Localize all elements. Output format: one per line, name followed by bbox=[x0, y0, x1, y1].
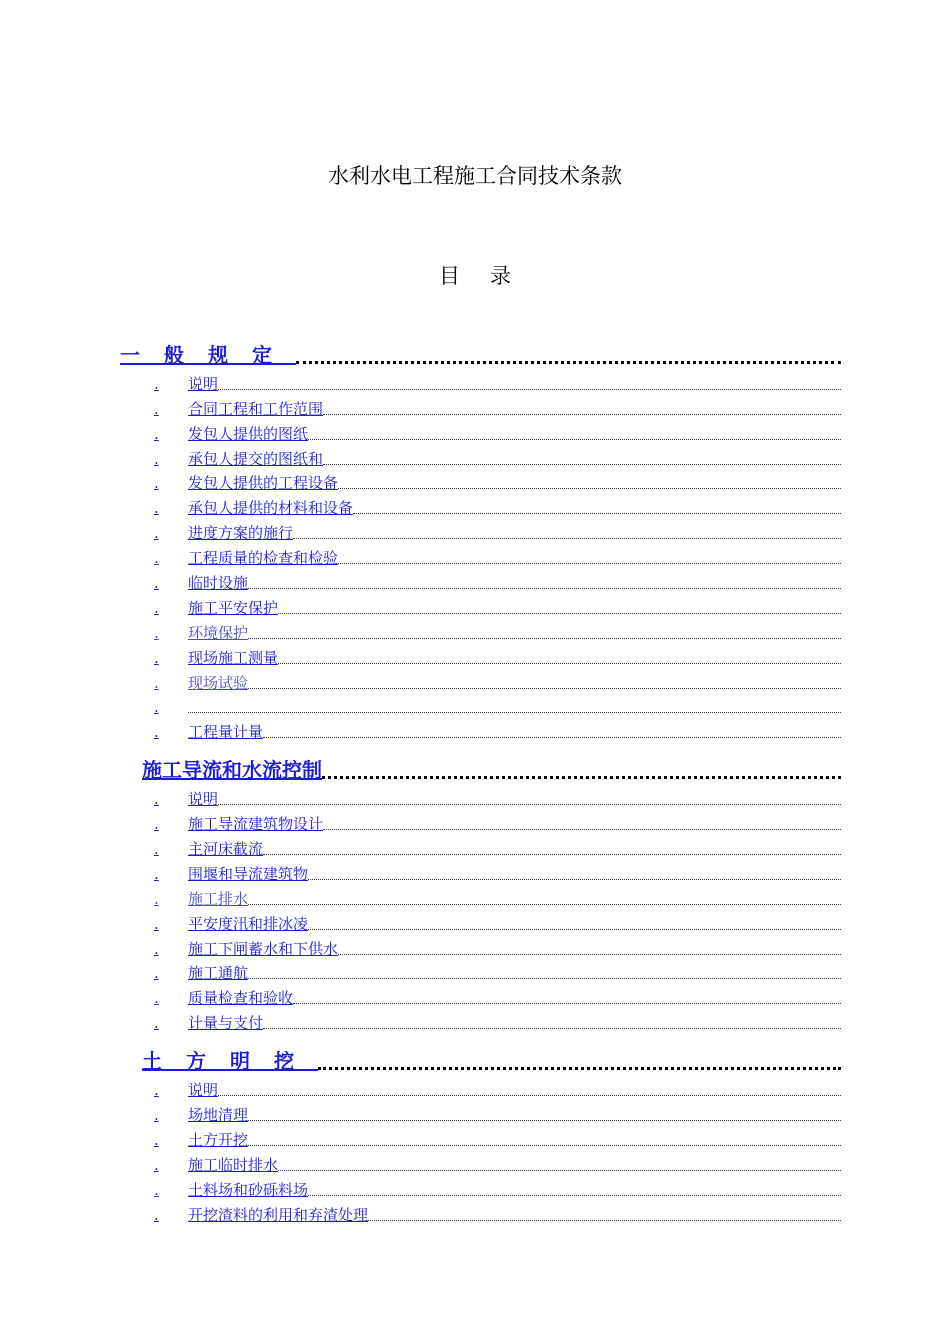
section-number: . bbox=[154, 815, 159, 834]
dot-leader bbox=[263, 1027, 841, 1029]
toc-section-link[interactable] bbox=[120, 644, 841, 669]
dot-leader bbox=[278, 662, 841, 664]
dot-leader bbox=[188, 711, 841, 713]
section-number: . bbox=[154, 598, 159, 617]
section-label: 工程质量的检查和检验 bbox=[188, 549, 339, 568]
section-label: 土方开挖 bbox=[188, 1130, 249, 1149]
toc-section-link[interactable] bbox=[120, 1076, 841, 1101]
toc-section-link[interactable] bbox=[120, 494, 841, 519]
dot-leader bbox=[278, 612, 841, 614]
dot-leader bbox=[263, 853, 841, 855]
dot-leader bbox=[323, 413, 841, 415]
section-label: 环境保护 bbox=[188, 623, 249, 642]
section-number: . bbox=[154, 840, 159, 859]
section-number: . bbox=[154, 1205, 159, 1224]
dot-leader bbox=[308, 928, 841, 930]
section-number: . bbox=[154, 524, 159, 543]
toc-section-link[interactable] bbox=[120, 860, 841, 885]
toc-section-link[interactable] bbox=[120, 984, 841, 1009]
section-number: . bbox=[154, 1130, 159, 1149]
toc-section-link[interactable] bbox=[120, 619, 841, 644]
toc-chapter-link[interactable] bbox=[120, 1040, 841, 1076]
dot-leader bbox=[323, 463, 841, 465]
table-of-contents bbox=[120, 334, 841, 1226]
toc-chapter-link[interactable] bbox=[120, 334, 841, 370]
section-number: . bbox=[154, 424, 159, 443]
section-number: . bbox=[154, 723, 159, 742]
section-number: . bbox=[154, 549, 159, 568]
section-label: 场地清理 bbox=[188, 1106, 249, 1125]
toc-section-link[interactable] bbox=[120, 669, 841, 694]
dot-leader bbox=[338, 953, 841, 955]
dot-leader bbox=[218, 1094, 841, 1096]
toc-section-link[interactable] bbox=[120, 718, 841, 743]
section-number: . bbox=[154, 1106, 159, 1125]
section-number: . bbox=[154, 574, 159, 593]
dot-leader bbox=[263, 736, 841, 738]
section-label: 主河床截流 bbox=[188, 840, 264, 859]
toc-section-link[interactable] bbox=[120, 445, 841, 470]
section-label: 说明 bbox=[188, 790, 219, 809]
section-number: . bbox=[154, 790, 159, 809]
section-number: . bbox=[154, 648, 159, 667]
section-number: . bbox=[154, 449, 159, 468]
dot-leader bbox=[318, 1066, 841, 1070]
section-label: 临时设施 bbox=[188, 574, 249, 593]
chapter-label: 土方明挖 bbox=[142, 1049, 318, 1074]
toc-section-link[interactable] bbox=[120, 694, 841, 719]
dot-leader bbox=[218, 388, 841, 390]
dot-leader bbox=[293, 537, 841, 539]
section-label: 质量检查和验收 bbox=[188, 989, 294, 1008]
toc-section-link[interactable] bbox=[120, 960, 841, 985]
section-label: 现场试验 bbox=[188, 673, 249, 692]
section-number: . bbox=[154, 673, 159, 692]
section-number: . bbox=[154, 374, 159, 393]
toc-section-link[interactable] bbox=[120, 470, 841, 495]
document-title: 水利水电工程施工合同技术条款 bbox=[328, 164, 622, 188]
toc-section-link[interactable] bbox=[120, 1009, 841, 1034]
section-label: 承包人提供的材料和设备 bbox=[188, 499, 354, 518]
section-label: 说明 bbox=[188, 374, 219, 393]
dot-leader bbox=[248, 687, 841, 689]
toc-section-link[interactable] bbox=[120, 370, 841, 395]
section-number: . bbox=[154, 399, 159, 418]
dot-leader bbox=[293, 1002, 841, 1004]
dot-leader bbox=[248, 903, 841, 905]
section-label: 承包人提交的图纸和 bbox=[188, 449, 324, 468]
section-label: 土料场和砂砾料场 bbox=[188, 1180, 309, 1199]
dot-leader bbox=[278, 1169, 841, 1171]
toc-section-link[interactable] bbox=[120, 910, 841, 935]
dot-leader bbox=[338, 562, 841, 564]
dot-leader bbox=[323, 828, 841, 830]
dot-leader bbox=[308, 1194, 841, 1196]
section-number: . bbox=[154, 1155, 159, 1174]
section-label: 发包人提供的图纸 bbox=[188, 424, 309, 443]
section-label: 施工通航 bbox=[188, 964, 249, 983]
toc-section-link[interactable] bbox=[120, 420, 841, 445]
section-number: . bbox=[154, 1014, 159, 1033]
toc-section-link[interactable] bbox=[120, 1101, 841, 1126]
dot-leader bbox=[322, 775, 841, 779]
section-label: 围堰和导流建筑物 bbox=[188, 864, 309, 883]
section-number: . bbox=[154, 939, 159, 958]
section-label: 发包人提供的工程设备 bbox=[188, 474, 339, 493]
section-label: 施工导流建筑物设计 bbox=[188, 815, 324, 834]
section-label: 计量与支付 bbox=[188, 1014, 264, 1033]
section-number: . bbox=[154, 698, 159, 717]
section-label: 施工平安保护 bbox=[188, 598, 279, 617]
section-number: . bbox=[154, 989, 159, 1008]
toc-section-link[interactable] bbox=[120, 594, 841, 619]
section-label: 工程量计量 bbox=[188, 723, 264, 742]
dot-leader bbox=[218, 803, 841, 805]
dot-leader bbox=[248, 587, 841, 589]
dot-leader bbox=[248, 1119, 841, 1121]
dot-leader bbox=[248, 637, 841, 639]
toc-chapter-link[interactable] bbox=[120, 749, 841, 785]
section-label: 合同工程和工作范围 bbox=[188, 399, 324, 418]
section-number: . bbox=[154, 623, 159, 642]
dot-leader bbox=[308, 438, 841, 440]
toc-section-link[interactable] bbox=[120, 810, 841, 835]
dot-leader bbox=[248, 1144, 841, 1146]
dot-leader bbox=[338, 487, 841, 489]
dot-leader bbox=[368, 1219, 841, 1221]
toc-section-link[interactable] bbox=[120, 885, 841, 910]
dot-leader bbox=[308, 878, 841, 880]
section-label: 开挖渣料的利用和弃渣处理 bbox=[188, 1205, 369, 1224]
section-label: 进度方案的施行 bbox=[188, 524, 294, 543]
dot-leader bbox=[296, 360, 841, 364]
section-number: . bbox=[154, 889, 159, 908]
toc-section-link[interactable] bbox=[120, 519, 841, 544]
section-label: 施工下闸蓄水和下供水 bbox=[188, 939, 339, 958]
toc-section-link[interactable] bbox=[120, 835, 841, 860]
toc-section-link[interactable] bbox=[120, 785, 841, 810]
section-label: 平安度汛和排冰凌 bbox=[188, 914, 309, 933]
chapter-label: 一般规定 bbox=[120, 343, 296, 367]
section-number: . bbox=[154, 499, 159, 518]
toc-section-link[interactable] bbox=[120, 569, 841, 594]
toc-section-link[interactable] bbox=[120, 544, 841, 569]
section-number: . bbox=[154, 964, 159, 983]
section-label: 施工临时排水 bbox=[188, 1155, 279, 1174]
toc-section-link[interactable] bbox=[120, 1126, 841, 1151]
section-number: . bbox=[154, 474, 159, 493]
dot-leader bbox=[353, 512, 841, 514]
section-number: . bbox=[154, 1180, 159, 1199]
toc-section-link[interactable] bbox=[120, 1151, 841, 1176]
toc-section-link[interactable] bbox=[120, 395, 841, 420]
section-label: 现场施工测量 bbox=[188, 648, 279, 667]
chapter-label: 施工导流和水流控制 bbox=[142, 758, 322, 783]
section-number: . bbox=[154, 1081, 159, 1100]
toc-heading: 目录 bbox=[439, 264, 541, 288]
section-number: . bbox=[154, 914, 159, 933]
dot-leader bbox=[248, 977, 841, 979]
toc-section-link[interactable] bbox=[120, 1176, 841, 1201]
section-label: 说明 bbox=[188, 1081, 219, 1100]
section-number: . bbox=[154, 864, 159, 883]
toc-section-link[interactable] bbox=[120, 935, 841, 960]
section-label: 施工排水 bbox=[188, 889, 249, 908]
toc-section-link[interactable] bbox=[120, 1201, 841, 1226]
